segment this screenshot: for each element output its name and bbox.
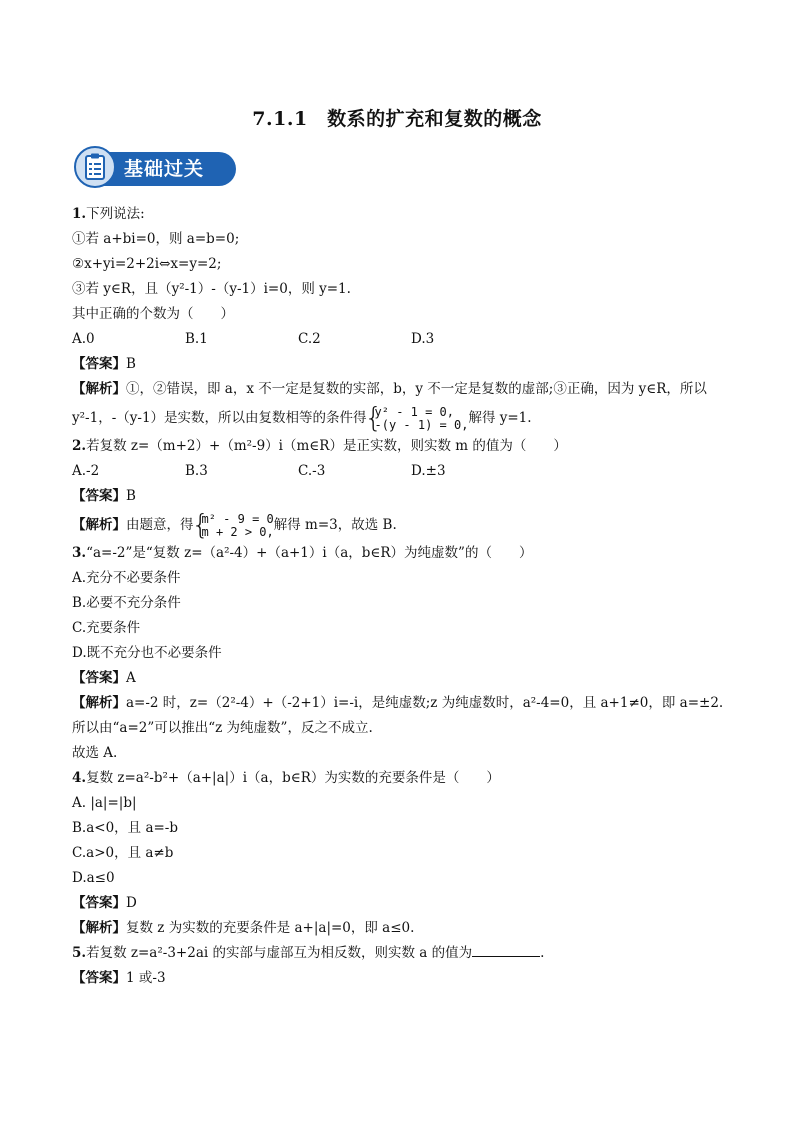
question-content bbox=[72, 202, 732, 991]
q1-options bbox=[72, 327, 732, 352]
q4-answer: 【答案】D bbox=[72, 895, 137, 911]
option-d: D.既不充分也不必要条件 bbox=[72, 645, 222, 661]
q2-analysis-b: 解得 m=3，故选 B. bbox=[273, 517, 397, 533]
answer-blank bbox=[472, 942, 540, 957]
q2-options bbox=[72, 459, 732, 484]
option-d: D.a≤0 bbox=[72, 870, 115, 886]
q4-analysis: 【解析】复数 z 为实数的充要条件是 a+|a|=0，即 a≤0. bbox=[72, 920, 415, 936]
marker: 【答案】 bbox=[72, 488, 126, 504]
q2-analysis bbox=[72, 509, 732, 541]
q3-answer: 【答案】A bbox=[72, 670, 136, 686]
marker: 【解析】 bbox=[72, 695, 126, 711]
section-banner bbox=[74, 146, 236, 188]
q1-analysis-2b: 解得 y=1. bbox=[468, 410, 532, 426]
marker: 【答案】 bbox=[72, 670, 126, 686]
marker: 【答案】 bbox=[72, 356, 126, 372]
q1-eq-1: { y² - 1 = 0, bbox=[374, 404, 455, 419]
marker: 4. bbox=[72, 770, 87, 786]
q1-statement-1: ①若 a+bi=0，则 a=b=0; bbox=[72, 231, 240, 247]
q3-analysis-3: 故选 A. bbox=[72, 745, 118, 761]
banner-label: 基础过关 bbox=[124, 158, 205, 180]
marker: 【答案】 bbox=[72, 970, 126, 986]
option-c: C.充要条件 bbox=[72, 620, 141, 636]
q1-analysis-2a: y²-1，-（y-1）是实数，所以由复数相等的条件得 bbox=[72, 410, 367, 426]
q5-stem-end: . bbox=[540, 945, 545, 961]
option-a: A.充分不必要条件 bbox=[72, 570, 181, 586]
option-c: C.2 bbox=[298, 331, 321, 347]
q5-stem-line bbox=[72, 941, 732, 966]
q1-statement-2: ②x+yi=2+2i⇔x=y=2; bbox=[72, 256, 222, 272]
q1-analysis-2 bbox=[72, 402, 732, 434]
option-a: A.-2 bbox=[72, 463, 100, 479]
q1-eq-2: -(y - 1) = 0, bbox=[374, 417, 469, 432]
q4-stem: 4.复数 z=a²-b²+（a+|a|）i（a，b∈R）为实数的充要条件是（ ） bbox=[72, 770, 500, 786]
option-a: A.0 bbox=[72, 331, 95, 347]
checklist-icon bbox=[83, 153, 107, 181]
marker: 1. bbox=[72, 206, 87, 222]
q2-equation-system bbox=[194, 513, 274, 539]
q2-stem: 2.若复数 z=（m+2）+（m²-9）i（m∈R）是正实数，则实数 m 的值为（ ） bbox=[72, 438, 567, 454]
q2-answer: 【答案】B bbox=[72, 488, 136, 504]
q1-statement-3: ③若 y∈R，且（y²-1）-（y-1）i=0，则 y=1. bbox=[72, 281, 351, 297]
marker: 5. bbox=[72, 945, 87, 961]
q1-analysis-1: 【解析】①，②错误，即 a，x 不一定是复数的实部，b，y 不一定是复数的虚部;③正确，因为 y∈R，所以 bbox=[72, 381, 707, 397]
q2-analysis-a: 【解析】由题意，得 bbox=[72, 517, 194, 533]
q3-stem: 3.“a=-2”是“复数 z=（a²-4）+（a+1）i（a，b∈R）为纯虚数”的（ ） bbox=[72, 545, 533, 561]
q1-equation-system bbox=[367, 406, 469, 432]
option-c: C.-3 bbox=[298, 463, 326, 479]
page-title: 7.1.1 数系的扩充和复数的概念 bbox=[252, 108, 542, 130]
q1-ask: 其中正确的个数为（ ） bbox=[72, 306, 234, 322]
option-a: A. |a|=|b| bbox=[72, 795, 137, 811]
marker: 【解析】 bbox=[72, 517, 126, 533]
marker: 2. bbox=[72, 438, 87, 454]
q1-stem: 1.下列说法: bbox=[72, 206, 145, 222]
q5-stem: 5.若复数 z=a²-3+2ai 的实部与虚部互为相反数，则实数 a 的值为 bbox=[72, 945, 473, 961]
marker: 【答案】 bbox=[72, 895, 126, 911]
q2-eq-1: { m² - 9 = 0 bbox=[201, 511, 274, 526]
q3-analysis-2: 所以由“a=2”可以推出“z 为纯虚数”，反之不成立. bbox=[72, 720, 373, 736]
option-b: B.3 bbox=[185, 463, 208, 479]
marker: 【解析】 bbox=[72, 381, 126, 397]
q2-eq-2: m + 2 > 0, bbox=[201, 524, 274, 539]
option-b: B.1 bbox=[185, 331, 208, 347]
option-d: D.±3 bbox=[411, 463, 446, 479]
q5-answer: 【答案】1 或-3 bbox=[72, 970, 166, 986]
q3-analysis-1: 【解析】a=-2 时，z=（2²-4）+（-2+1）i=-i，是纯虚数;z 为纯虚数时，a²-4=0，且 a+1≠0，即 a=±2. bbox=[72, 695, 724, 711]
option-b: B.必要不充分条件 bbox=[72, 595, 181, 611]
marker: 【解析】 bbox=[72, 920, 126, 936]
q1-answer: 【答案】B bbox=[72, 356, 136, 372]
option-c: C.a>0，且 a≠b bbox=[72, 845, 174, 861]
option-b: B.a<0，且 a=-b bbox=[72, 820, 179, 836]
option-d: D.3 bbox=[411, 331, 435, 347]
marker: 3. bbox=[72, 545, 87, 561]
